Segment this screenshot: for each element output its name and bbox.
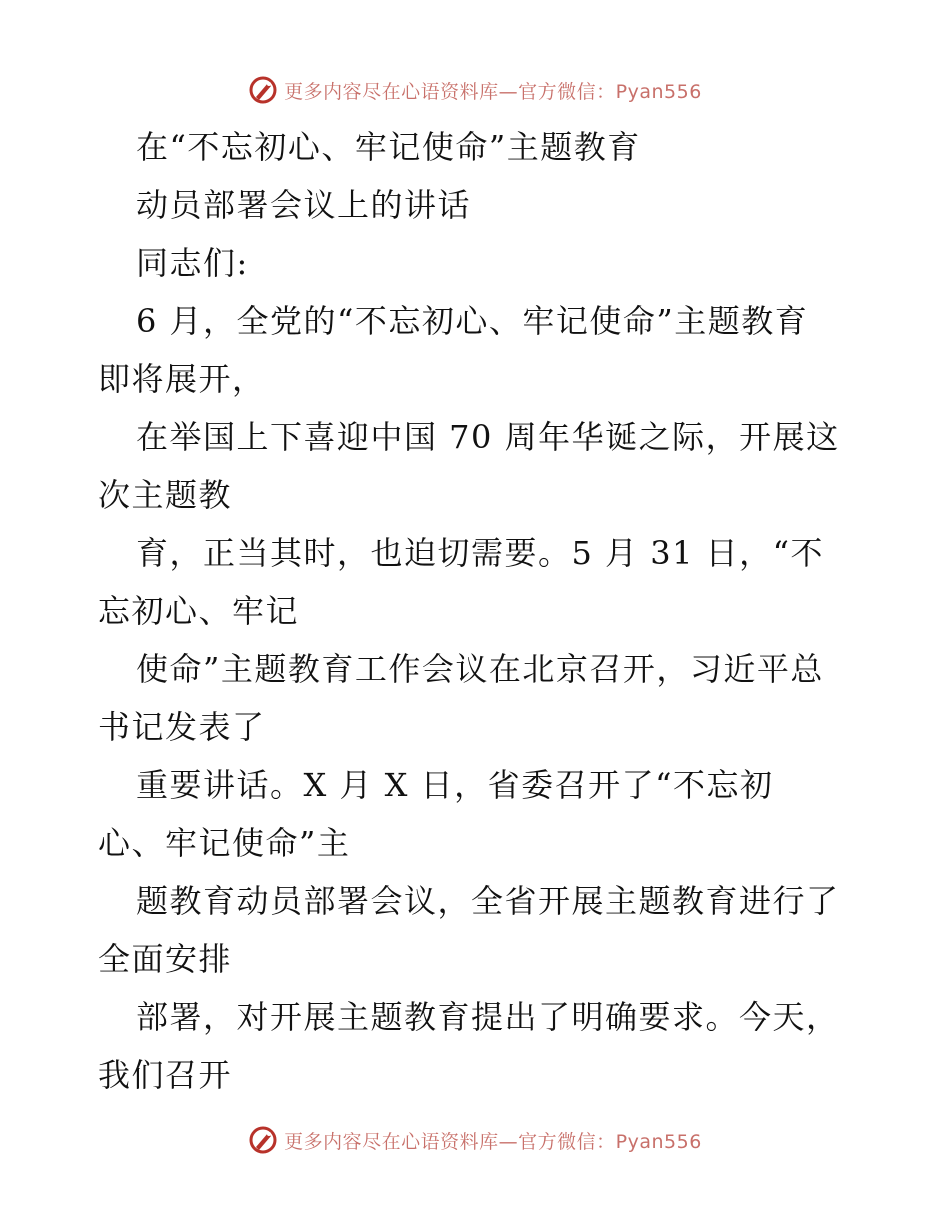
paragraph-line: 次主题教 xyxy=(98,476,233,514)
title-line-1: 在“不忘初心、牢记使命”主题教育 xyxy=(136,128,641,166)
paragraph-line: 部署，对开展主题教育提出了明确要求。今天， xyxy=(136,998,840,1036)
watermark-text: 更多内容尽在心语资料库—官方微信：Pyan556 xyxy=(284,80,702,103)
salutation: 同志们: xyxy=(136,244,249,282)
paragraph-line: 心、牢记使命”主 xyxy=(98,824,351,862)
footer-watermark-banner xyxy=(0,1120,950,1160)
paragraph-line: 育，正当其时，也迫切需要。5 月 31 日，“不 xyxy=(136,534,824,572)
pen-logo-icon xyxy=(248,1125,278,1155)
pen-logo-icon xyxy=(248,75,278,105)
paragraph-line: 在举国上下喜迎中国 70 周年华诞之际，开展这 xyxy=(136,418,840,456)
paragraph-line: 全面安排 xyxy=(98,940,233,978)
watermark-text: 更多内容尽在心语资料库—官方微信：Pyan556 xyxy=(284,1130,702,1153)
paragraph-line: 使命”主题教育工作会议在北京召开，习近平总 xyxy=(136,650,824,688)
paragraph-line: 重要讲话。X 月 X 日，省委召开了“不忘初 xyxy=(136,766,774,804)
paragraph-line: 书记发表了 xyxy=(98,708,266,746)
paragraph-line: 我们召开 xyxy=(98,1056,233,1094)
header-watermark-banner xyxy=(0,70,950,110)
document-body xyxy=(98,118,858,1104)
paragraph-line: 6 月，全党的“不忘初心、牢记使命”主题教育 xyxy=(136,302,809,340)
title-line-2: 动员部署会议上的讲话 xyxy=(136,186,472,224)
paragraph-line: 即将展开， xyxy=(98,360,266,398)
paragraph-line: 题教育动员部署会议，全省开展主题教育进行了 xyxy=(136,882,840,920)
paragraph-line: 忘初心、牢记 xyxy=(98,592,300,630)
